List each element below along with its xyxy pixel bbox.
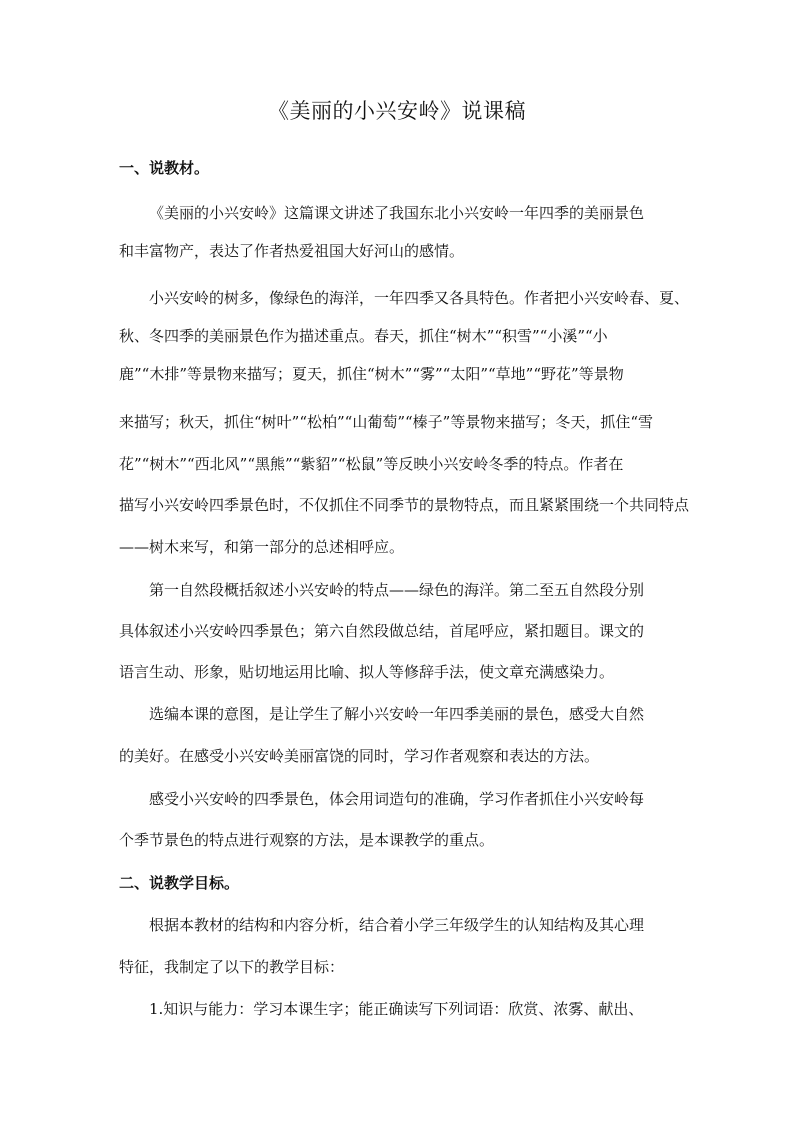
paragraph-line: 秋、冬四季的美丽景色作为描述重点。春天，抓住“树木”“积雪”“小溪”“小 bbox=[119, 327, 608, 345]
section-heading-teaching-objectives: 二、说教学目标。 bbox=[119, 874, 240, 892]
objective-item-knowledge-ability: 1.知识与能力：学习本课生字；能正确读写下列词语：欣赏、浓雾、献出、 bbox=[149, 1000, 644, 1018]
paragraph-line: 第一自然段概括叙述小兴安岭的特点——绿色的海洋。第二至五自然段分别 bbox=[149, 581, 645, 599]
paragraph-line: 的美好。在感受小兴安岭美丽富饶的同时，学习作者观察和表达的方法。 bbox=[119, 747, 600, 765]
paragraph-line: 语言生动、形象，贴切地运用比喻、拟人等修辞手法，使文章充满感染力。 bbox=[119, 663, 615, 681]
paragraph-line: 具体叙述小兴安岭四季景色；第六自然段做总结，首尾呼应，紧扣题目。课文的 bbox=[119, 622, 645, 640]
paragraph-line: 特征，我制定了以下的教学目标： bbox=[119, 958, 345, 976]
paragraph-line: 个季节景色的特点进行观察的方法，是本课教学的重点。 bbox=[119, 831, 495, 849]
paragraph-line: 鹿”“木排”等景物来描写；夏天，抓住“树木”“雾”“太阳”“草地”“野花”等景物 bbox=[119, 365, 624, 383]
paragraph-line: 描写小兴安岭四季景色时，不仅抓住不同季节的景物特点，而且紧紧围绕一个共同特点 bbox=[119, 496, 690, 514]
paragraph-line: 来描写；秋天，抓住“树叶”“松柏”“山葡萄”“榛子”等景物来描写；冬天，抓住“雪 bbox=[119, 413, 654, 431]
paragraph-line: 根据本教材的结构和内容分析，结合着小学三年级学生的认知结构及其心理 bbox=[149, 916, 645, 934]
section-heading-teaching-material: 一、说教材。 bbox=[119, 159, 210, 177]
page-title: 《美丽的小兴安岭》说课稿 bbox=[268, 99, 526, 123]
paragraph-line: 《美丽的小兴安岭》这篇课文讲述了我国东北小兴安岭一年四季的美丽景色 bbox=[149, 204, 645, 222]
paragraph-line: 感受小兴安岭的四季景色，体会用词造句的准确，学习作者抓住小兴安岭每 bbox=[149, 790, 645, 808]
paragraph-line: 小兴安岭的树多，像绿色的海洋，一年四季又各具特色。作者把小兴安岭春、夏、 bbox=[149, 289, 690, 307]
paragraph-line: 和丰富物产，表达了作者热爱祖国大好河山的感情。 bbox=[119, 242, 465, 260]
paragraph-line: 选编本课的意图，是让学生了解小兴安岭一年四季美丽的景色，感受大自然 bbox=[149, 705, 645, 723]
paragraph-line: 花”“树木”“西北风”“黑熊”“紫貂”“松鼠”等反映小兴安岭冬季的特点。作者在 bbox=[119, 455, 624, 473]
paragraph-line: ——树木来写，和第一部分的总述相呼应。 bbox=[119, 538, 405, 556]
